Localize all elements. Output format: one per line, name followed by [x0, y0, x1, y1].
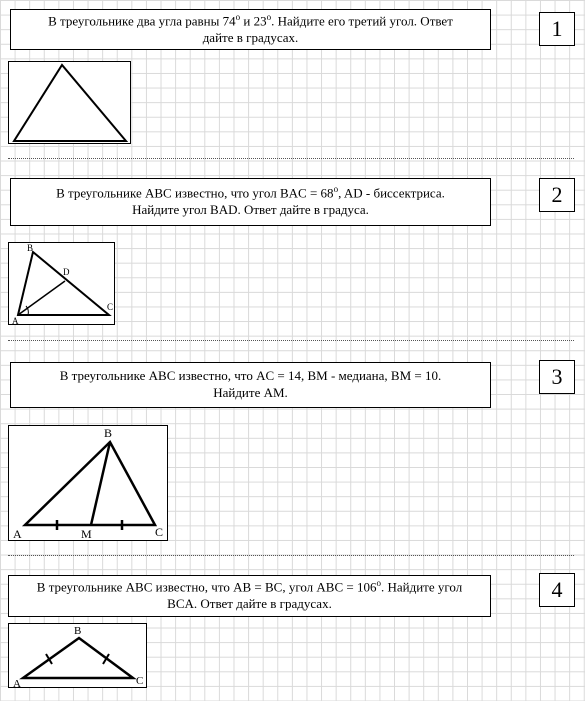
task-4-line-1: В треугольнике ABC известно, что AB = BC, угол ABC = $106^o$. Найдите угол	[36, 578, 463, 595]
task-3-line-2: Найдите AM.	[213, 384, 288, 400]
divider-2	[8, 340, 574, 341]
task-4-figure	[8, 623, 147, 688]
vertex-label-a: A	[13, 527, 22, 541]
triangle-median-drawing	[9, 426, 169, 542]
task-3-line-1: В треугольнике ABC известно, что AC = 14, BM - медиана, BM = 10.	[59, 368, 442, 383]
triangle-shape	[14, 65, 126, 141]
vertex-label-b: B	[104, 426, 113, 440]
task-2-figure	[8, 242, 115, 325]
task-2-line-1: В треугольнике ABC известно, что угол BAC = $68^o$, AD - биссектриса.	[56, 184, 445, 201]
divider-3	[8, 555, 574, 556]
task-4-line-2: BCA. Ответ дайте в градусах.	[167, 596, 332, 612]
task-1-line-1: В треугольнике два угла равны 74$^o$ и 23$^o$. Найдите его третий угол. Ответ	[48, 12, 453, 29]
task-4-text	[8, 575, 491, 617]
triangle-drawing	[9, 62, 132, 145]
vertex-label-d: D	[63, 267, 70, 277]
task-1-line-2: дайте в градусах.	[202, 30, 299, 46]
vertex-label-c: C	[155, 525, 164, 539]
vertex-label-m: M	[81, 527, 92, 541]
triangle-bisector-drawing	[9, 243, 116, 326]
task-3-text	[10, 362, 491, 408]
task-1-figure	[8, 61, 131, 144]
task-2-text	[10, 178, 491, 226]
triangle-shape	[23, 638, 133, 678]
vertex-label-a: A	[12, 316, 19, 326]
divider-1	[8, 158, 574, 159]
task-2-number: 2	[539, 178, 575, 212]
task-1-number: 1	[539, 12, 575, 46]
vertex-label-c: C	[107, 302, 114, 312]
task-3-figure	[8, 425, 168, 541]
vertex-label-b: B	[27, 243, 34, 253]
task-1-text	[10, 9, 491, 50]
median-line	[91, 442, 110, 525]
task-2-line-2: Найдите угол BAD. Ответ дайте в градуса.	[132, 202, 369, 218]
triangle-shape	[25, 442, 155, 525]
task-4-number: 4	[539, 573, 575, 607]
vertex-label-b: B	[74, 625, 82, 637]
task-3-number: 3	[539, 360, 575, 394]
vertex-label-a: A	[13, 678, 21, 689]
isosceles-triangle-drawing	[9, 624, 148, 689]
vertex-label-c: C	[136, 675, 144, 687]
